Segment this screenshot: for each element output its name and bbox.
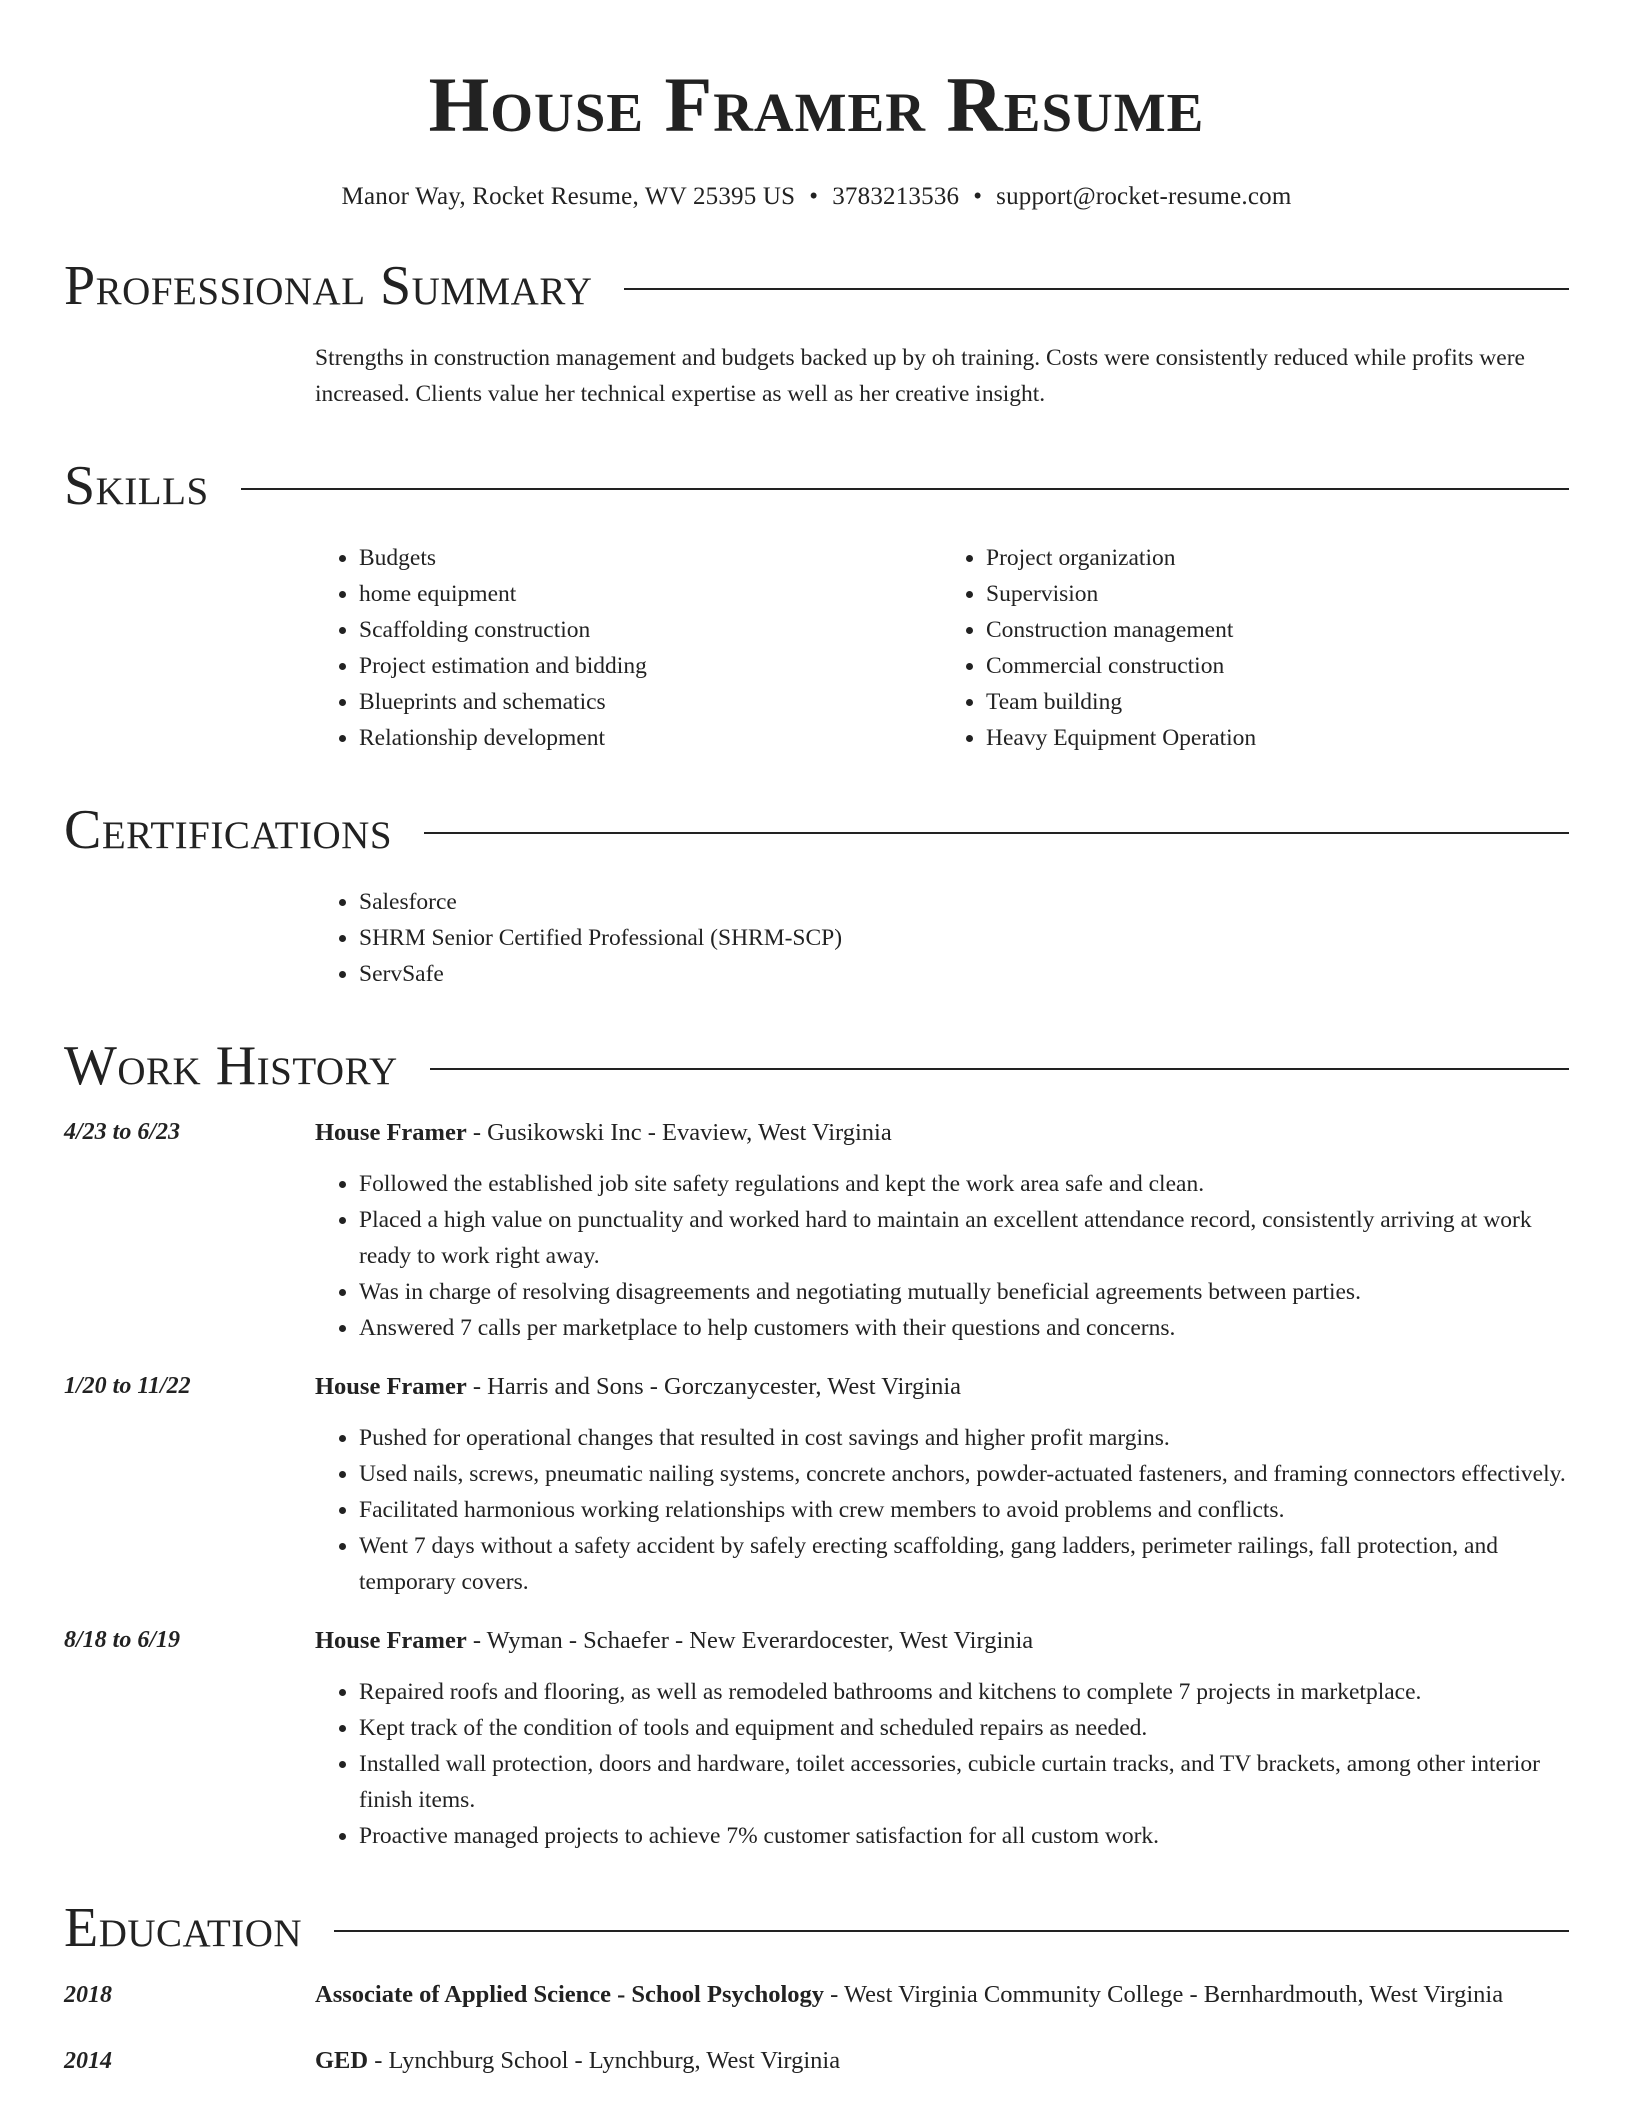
section-divider [430, 1068, 1569, 1070]
job-bullet: • Proactive managed projects to achieve 7% customer satisfaction for all custom work. [359, 1818, 1569, 1854]
job-entry [64, 1622, 1569, 1854]
education-school: - Lynchburg School - Lynchburg, West Virginia [368, 2047, 841, 2074]
job-content [315, 1114, 1569, 1346]
certification-item: • Salesforce [359, 884, 1569, 920]
contact-separator: • [973, 183, 983, 210]
summary-text: Strengths in construction management and budgets backed up by oh training. Costs were consistently reduced while profits were increased. Clients value her technical expertise as well as her creative insight. [315, 345, 1525, 407]
work-history-list [64, 1114, 1569, 1854]
job-bullet: • Pushed for operational changes that resulted in cost savings and higher profit margins. [359, 1420, 1569, 1456]
certification-item: • SHRM Senior Certified Professional (SHRM-SCP) [359, 920, 1569, 956]
section-header-summary [64, 256, 1569, 316]
section-header-skills [64, 456, 1569, 516]
section-divider [241, 488, 1569, 490]
education-year: 2014 [64, 2048, 112, 2074]
skills-list-left [315, 540, 942, 756]
job-bullet: • Used nails, screws, pneumatic nailing systems, concrete anchors, powder-actuated fasteners, and framing connectors effectively. [359, 1456, 1569, 1492]
job-entry [64, 1368, 1569, 1600]
skill-item: • Blueprints and schematics [359, 684, 942, 720]
job-content [315, 1368, 1569, 1600]
job-bullets [315, 1674, 1569, 1854]
job-bullets [315, 1420, 1569, 1600]
job-dates: 1/20 to 11/22 [64, 1373, 191, 1399]
education-entry [64, 1976, 1569, 2014]
section-divider [624, 288, 1569, 290]
section-title-skills: Skills [64, 455, 209, 517]
job-employer: - Wyman - Schaefer - New Everardocester, West Virginia [466, 1627, 1034, 1654]
job-bullet: • Facilitated harmonious working relationships with crew members to avoid problems and conflicts. [359, 1492, 1569, 1528]
education-content [315, 1976, 1569, 2014]
job-bullet: • Answered 7 calls per marketplace to help customers with their questions and concerns. [359, 1310, 1569, 1346]
job-bullet: • Followed the established job site safety regulations and kept the work area safe and clean. [359, 1166, 1569, 1202]
job-dates: 8/18 to 6/19 [64, 1627, 181, 1653]
certifications-block [315, 884, 1569, 992]
contact-separator: • [809, 183, 819, 210]
certifications-list [315, 884, 1569, 992]
section-title-work: Work History [64, 1035, 398, 1097]
skill-item: • Team building [986, 684, 1569, 720]
job-employer: - Harris and Sons - Gorczanycester, West Virginia [466, 1373, 962, 1400]
skill-item: • home equipment [359, 576, 942, 612]
section-title-education: Education [64, 1897, 303, 1959]
job-bullet: • Was in charge of resolving disagreements and negotiating mutually beneficial agreements between parties. [359, 1274, 1569, 1310]
contact-phone: 3783213536 [832, 183, 960, 210]
skill-item: • Supervision [986, 576, 1569, 612]
job-bullet: • Kept track of the condition of tools and equipment and scheduled repairs as needed. [359, 1710, 1569, 1746]
job-heading [315, 1114, 1569, 1152]
education-school: - West Virginia Community College - Bernhardmouth, West Virginia [824, 1981, 1504, 2008]
skill-item: • Project organization [986, 540, 1569, 576]
skill-item: • Heavy Equipment Operation [986, 720, 1569, 756]
section-divider [334, 1930, 1569, 1932]
job-dates: 4/23 to 6/23 [64, 1119, 181, 1145]
contact-address: Manor Way, Rocket Resume, WV 25395 US [341, 183, 796, 210]
job-bullets [315, 1166, 1569, 1346]
skills-list-right [942, 540, 1569, 756]
section-header-education [64, 1898, 1569, 1958]
job-content [315, 1622, 1569, 1854]
job-title: House Framer [315, 1119, 467, 1146]
education-list [64, 1976, 1569, 2080]
job-bullet: • Installed wall protection, doors and hardware, toilet accessories, cubicle curtain tracks, and TV brackets, among other interior finish items. [359, 1746, 1569, 1818]
skill-item: • Relationship development [359, 720, 942, 756]
skills-grid [315, 540, 1569, 756]
job-bullet: • Repaired roofs and flooring, as well as remodeled bathrooms and kitchens to complete 7 projects in marketplace. [359, 1674, 1569, 1710]
section-divider [424, 832, 1569, 834]
job-title: House Framer [315, 1373, 467, 1400]
resume-title: House Framer Resume [428, 61, 1205, 148]
section-header-work [64, 1036, 1569, 1096]
education-degree: GED [315, 2047, 369, 2074]
job-title: House Framer [315, 1627, 467, 1654]
job-entry [64, 1114, 1569, 1346]
skill-item: • Commercial construction [986, 648, 1569, 684]
job-bullet: • Placed a high value on punctuality and worked hard to maintain an excellent attendance record, consistently arriving at work ready to work right away. [359, 1202, 1569, 1274]
certification-item: • ServSafe [359, 956, 1569, 992]
section-title-summary: Professional Summary [64, 255, 593, 317]
education-entry [64, 2042, 1569, 2080]
job-heading [315, 1622, 1569, 1660]
education-year: 2018 [64, 1982, 112, 2008]
section-header-certifications [64, 800, 1569, 860]
skill-item: • Project estimation and bidding [359, 648, 942, 684]
section-title-certifications: Certifications [64, 799, 393, 861]
skill-item: • Budgets [359, 540, 942, 576]
contact-email: support@rocket-resume.com [996, 183, 1292, 210]
job-heading [315, 1368, 1569, 1406]
job-bullet: • Went 7 days without a safety accident by safely erecting scaffolding, gang ladders, perimeter railings, fall protection, and temporary covers. [359, 1528, 1569, 1600]
skill-item: • Construction management [986, 612, 1569, 648]
education-degree: Associate of Applied Science - School Psychology [315, 1981, 825, 2008]
education-content [315, 2042, 1569, 2080]
resume-page [64, 0, 1569, 2080]
contact-line [64, 182, 1569, 212]
skill-item: • Scaffolding construction [359, 612, 942, 648]
job-employer: - Gusikowski Inc - Evaview, West Virginia [466, 1119, 892, 1146]
